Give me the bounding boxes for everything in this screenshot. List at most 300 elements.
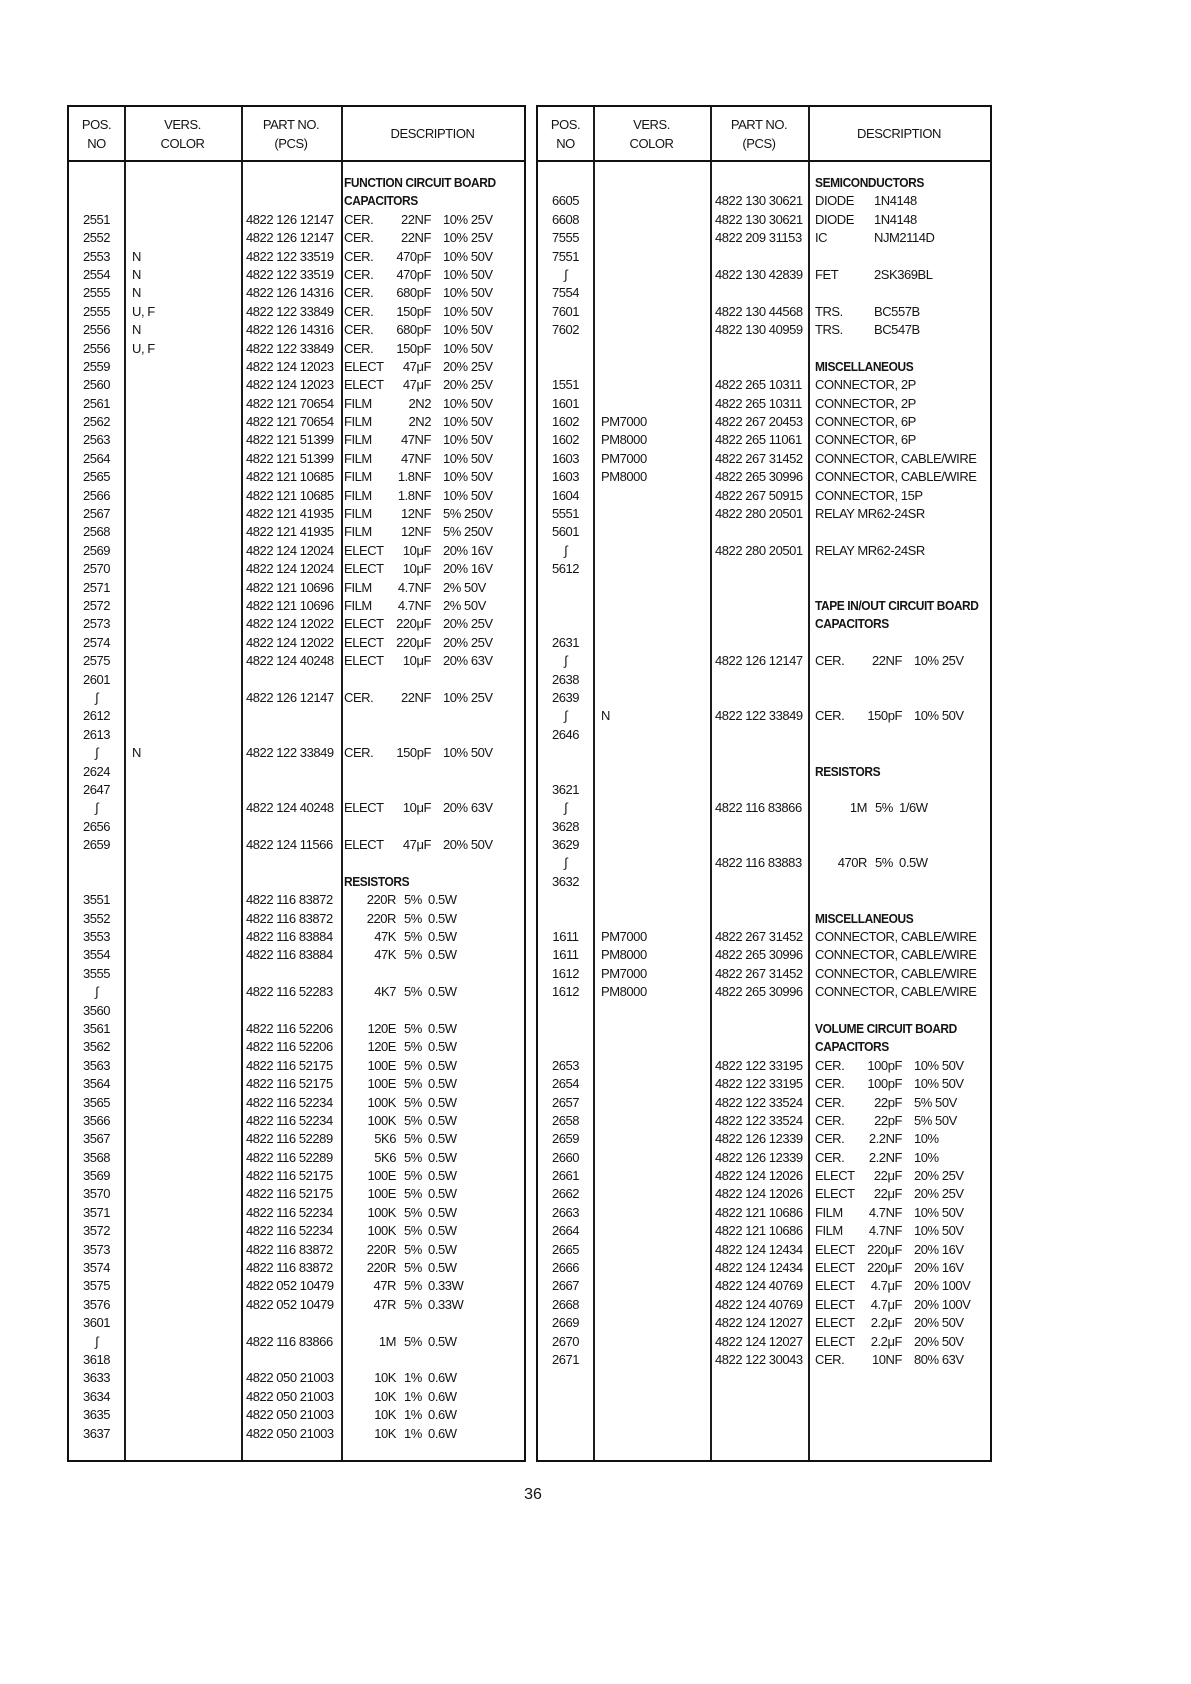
description-text: CONNECTOR, CABLE/WIRE <box>815 929 977 945</box>
component-value: 2.2μF <box>870 1315 902 1331</box>
pos-no: 2552 <box>82 230 111 246</box>
vers-color <box>124 615 241 633</box>
part-no: 4822 130 42839 <box>715 266 803 282</box>
parts-row <box>538 413 990 431</box>
component-rating: 20% 25V <box>443 358 493 374</box>
parts-row <box>69 560 524 578</box>
part-no: 4822 265 11061 <box>715 432 802 448</box>
vers-color <box>124 468 241 486</box>
vers-color <box>124 891 241 909</box>
pos-no: 3601 <box>82 1315 111 1331</box>
component-value: 4.7μF <box>870 1278 902 1294</box>
part-no <box>710 248 808 266</box>
pos-no <box>538 763 593 781</box>
component-rating: 20% 50V <box>914 1315 964 1331</box>
vers-color <box>124 450 241 468</box>
description <box>341 174 524 192</box>
parts-row <box>538 192 990 210</box>
description <box>341 1333 524 1351</box>
part-no <box>710 358 808 376</box>
pos-no: 3632 <box>551 873 580 889</box>
pos-no: 3563 <box>82 1057 111 1073</box>
component-rating: 10% 25V <box>443 211 493 227</box>
section-heading-row <box>538 174 990 192</box>
vers-color <box>593 1204 710 1222</box>
description <box>341 229 524 247</box>
vers-color <box>593 763 710 781</box>
part-no: 4822 124 12023 <box>246 358 334 374</box>
component-type: ELECT <box>344 561 384 577</box>
description <box>341 1259 524 1277</box>
pos-no <box>538 579 593 597</box>
vers-color <box>593 358 710 376</box>
pos-no: 2572 <box>82 597 111 613</box>
part-no <box>710 579 808 597</box>
parts-table-right <box>536 105 992 1462</box>
vers-color <box>593 781 710 799</box>
component-value: 100pF <box>867 1076 902 1092</box>
pos-no: 3560 <box>82 1002 111 1018</box>
description <box>808 340 990 358</box>
component-rating: 10% 50V <box>443 487 493 503</box>
pos-no: 3618 <box>82 1352 111 1367</box>
part-no: 4822 126 12147 <box>246 211 334 227</box>
component-rating: 20% 16V <box>443 561 493 577</box>
component-rating: 20% 25V <box>914 1168 964 1184</box>
vers-color <box>124 597 241 615</box>
vers-color <box>593 229 710 247</box>
component-type: CER. <box>344 745 374 761</box>
description <box>808 726 990 744</box>
vers-color: U, F <box>132 303 155 319</box>
component-type: CER. <box>344 211 374 227</box>
component-rating: 20% 25V <box>914 1186 964 1202</box>
description <box>808 192 990 210</box>
component-rating: 5% 0.5W <box>404 1094 457 1110</box>
component-value: 10K <box>374 1425 396 1441</box>
component-value: 220R <box>366 892 396 908</box>
pos-no: 3562 <box>82 1039 111 1055</box>
part-no: 4822 121 51399 <box>246 450 334 466</box>
pos-no: 2656 <box>82 818 111 834</box>
vers-color <box>593 523 710 541</box>
header-description <box>808 107 990 160</box>
vers-color <box>124 1112 241 1130</box>
part-no <box>241 1002 341 1020</box>
parts-row <box>538 431 990 449</box>
pos-no: 1603 <box>551 469 580 485</box>
component-value: 4K7 <box>374 984 396 1000</box>
description <box>341 1185 524 1203</box>
parts-row <box>538 284 990 302</box>
parts-row <box>538 1185 990 1203</box>
component-type: FILM <box>815 1223 843 1239</box>
vers-color <box>124 542 241 560</box>
header-pos-line2: NO <box>556 135 575 151</box>
vers-color: PM8000 <box>601 432 647 448</box>
pos-no: 2551 <box>82 211 111 227</box>
parts-row <box>69 1296 524 1314</box>
part-no: 4822 052 10479 <box>246 1296 334 1312</box>
vers-color <box>593 652 710 670</box>
parts-row <box>538 523 990 541</box>
section-heading: MISCELLANEOUS <box>815 910 914 926</box>
part-no: 4822 124 40248 <box>246 800 334 816</box>
parts-row <box>538 799 990 817</box>
parts-row <box>69 523 524 541</box>
vers-color <box>593 1333 710 1351</box>
section-heading: MISCELLANEOUS <box>815 358 914 374</box>
parts-row <box>69 1388 524 1406</box>
parts-row <box>69 707 524 725</box>
component-rating: 5% 0.5W <box>404 1241 457 1257</box>
description <box>808 744 990 762</box>
component-type: CER. <box>815 1352 845 1367</box>
parts-row <box>69 1241 524 1259</box>
component-value: 680pF <box>396 285 431 301</box>
component-type: FILM <box>344 579 372 595</box>
pos-no: ∫ <box>563 542 568 558</box>
pos-no: 3554 <box>82 947 111 963</box>
vers-color <box>124 707 241 725</box>
component-type: CER. <box>815 653 845 669</box>
component-value: 47NF <box>401 450 431 466</box>
component-rating: 80% 63V <box>914 1352 964 1367</box>
part-no: 4822 124 12434 <box>715 1260 803 1276</box>
description <box>341 1057 524 1075</box>
part-no <box>241 763 341 781</box>
part-no: 4822 121 10685 <box>246 469 334 485</box>
component-rating: 5% 0.5W <box>404 1186 457 1202</box>
vers-color <box>124 726 241 744</box>
part-no: 4822 124 11566 <box>246 837 333 853</box>
component-type: FILM <box>815 1204 843 1220</box>
description <box>808 652 990 670</box>
parts-row <box>69 781 524 799</box>
component-rating: 10% 50V <box>443 340 493 356</box>
component-rating: 10% 50V <box>914 1223 964 1239</box>
description <box>808 689 990 707</box>
description <box>341 431 524 449</box>
component-rating: 5% 0.5W <box>404 1057 457 1073</box>
component-value: 4.7μF <box>870 1296 902 1312</box>
pos-no: 7555 <box>551 230 580 246</box>
component-value: 220μF <box>396 616 431 632</box>
component-value: 4.7NF <box>397 597 431 613</box>
vers-color <box>593 671 710 689</box>
component-value: 2N2 <box>408 395 431 411</box>
description <box>808 542 990 560</box>
description <box>808 358 990 376</box>
parts-row <box>538 1351 990 1369</box>
part-no: 4822 116 52175 <box>246 1168 333 1184</box>
component-value: 47K <box>374 947 396 963</box>
component-type: DIODE <box>815 211 854 227</box>
component-rating: 20% 63V <box>443 800 493 816</box>
description <box>808 523 990 541</box>
vers-color <box>124 1351 241 1369</box>
component-rating: 10% 50V <box>443 450 493 466</box>
vers-color <box>124 1314 241 1332</box>
parts-row <box>538 1075 990 1093</box>
pos-no: 2670 <box>551 1333 580 1349</box>
parts-row <box>69 1038 524 1056</box>
description <box>341 873 524 891</box>
description <box>808 965 990 983</box>
component-value: 4.7NF <box>868 1204 902 1220</box>
pos-no: ∫ <box>563 855 568 871</box>
description <box>808 1222 990 1240</box>
section-heading: CAPACITORS <box>815 616 889 632</box>
component-type: ELECT <box>815 1241 855 1257</box>
part-no: 4822 124 12026 <box>715 1168 803 1184</box>
description-text: CONNECTOR, CABLE/WIRE <box>815 450 977 466</box>
part-no <box>710 671 808 689</box>
header-pos-no <box>69 107 124 160</box>
description <box>341 652 524 670</box>
description <box>341 1314 524 1332</box>
vers-color <box>124 946 241 964</box>
description <box>808 174 990 192</box>
pos-no: 2663 <box>551 1204 580 1220</box>
component-value: 47μF <box>402 358 431 374</box>
parts-row <box>538 634 990 652</box>
vers-color <box>124 1388 241 1406</box>
pos-no <box>538 597 593 615</box>
component-type: CER. <box>344 340 374 356</box>
parts-row <box>69 248 524 266</box>
component-type: CER. <box>344 303 374 319</box>
description <box>341 1406 524 1424</box>
component-value: 10K <box>374 1370 396 1386</box>
vers-color <box>124 1406 241 1424</box>
parts-row <box>69 284 524 302</box>
pos-no: 3621 <box>551 781 580 797</box>
description <box>341 946 524 964</box>
parts-table-left <box>67 105 526 1462</box>
part-no <box>241 192 341 210</box>
parts-row <box>538 1296 990 1314</box>
parts-row <box>69 468 524 486</box>
part-no: 4822 267 31452 <box>715 450 803 466</box>
component-type: ELECT <box>344 653 384 669</box>
part-no: 4822 280 20501 <box>715 542 803 558</box>
parts-row <box>69 1406 524 1424</box>
pos-no: 2668 <box>551 1296 580 1312</box>
parts-row <box>538 1314 990 1332</box>
vers-color <box>124 431 241 449</box>
part-no <box>241 671 341 689</box>
part-no: 4822 124 12023 <box>246 377 334 393</box>
pos-no: 7601 <box>551 303 580 319</box>
part-no: 4822 126 12339 <box>715 1149 803 1165</box>
pos-no: 3572 <box>82 1223 111 1239</box>
pos-no <box>538 744 593 762</box>
component-value: 2.2NF <box>868 1131 902 1147</box>
description <box>341 284 524 302</box>
description <box>808 1075 990 1093</box>
parts-row <box>538 707 990 725</box>
parts-row <box>69 689 524 707</box>
description <box>341 1149 524 1167</box>
parts-row <box>69 671 524 689</box>
vers-color <box>593 818 710 836</box>
description <box>341 1167 524 1185</box>
parts-row <box>69 413 524 431</box>
pos-no: 2631 <box>551 634 580 650</box>
part-no: 4822 124 12024 <box>246 542 334 558</box>
pos-no: 2555 <box>82 303 111 319</box>
parts-row <box>538 965 990 983</box>
component-value: 2N2 <box>408 414 431 430</box>
part-no: 4822 126 12339 <box>715 1131 803 1147</box>
description <box>808 1130 990 1148</box>
description-text: CONNECTOR, CABLE/WIRE <box>815 947 977 963</box>
pos-no: 2671 <box>551 1352 580 1367</box>
component-rating: 5% 0.5W <box>404 929 457 945</box>
pos-no: 2564 <box>82 450 111 466</box>
component-rating: 5% 0.5W <box>404 1260 457 1276</box>
part-no <box>241 1314 341 1332</box>
pos-no: 7554 <box>551 285 580 301</box>
parts-row <box>69 340 524 358</box>
pos-no: 6608 <box>551 211 580 227</box>
component-value: 470R <box>837 855 867 871</box>
component-rating: 20% 63V <box>443 653 493 669</box>
vers-color <box>124 836 241 854</box>
component-rating: 5% 250V <box>443 506 493 522</box>
parts-row <box>69 579 524 597</box>
description <box>341 1425 524 1443</box>
vers-color <box>124 1185 241 1203</box>
pos-no: 2669 <box>551 1315 580 1331</box>
description <box>808 1185 990 1203</box>
component-rating: 1% 0.6W <box>404 1425 457 1441</box>
component-type: CER. <box>344 322 374 338</box>
pos-no: 2653 <box>551 1057 580 1073</box>
parts-row <box>69 652 524 670</box>
component-value: 100E <box>367 1168 396 1184</box>
parts-row <box>538 468 990 486</box>
part-no <box>710 873 808 891</box>
vers-color <box>593 799 710 817</box>
component-rating: 1% 0.6W <box>404 1370 457 1386</box>
description <box>808 946 990 964</box>
part-no <box>710 818 808 836</box>
part-no: 4822 124 12026 <box>715 1186 803 1202</box>
description <box>341 707 524 725</box>
vers-color <box>124 523 241 541</box>
component-rating: 20% 16V <box>914 1260 964 1276</box>
pos-no <box>538 174 593 192</box>
parts-row <box>538 487 990 505</box>
part-no: 4822 126 14316 <box>246 322 334 338</box>
description <box>341 1241 524 1259</box>
pos-no: 2624 <box>82 763 111 779</box>
part-no <box>710 763 808 781</box>
pos-no: 3576 <box>82 1296 111 1312</box>
parts-row <box>69 1130 524 1148</box>
description <box>808 818 990 836</box>
pos-no: 5551 <box>551 506 580 522</box>
parts-row <box>69 615 524 633</box>
pos-no: 2573 <box>82 616 111 632</box>
vers-color <box>124 1333 241 1351</box>
pos-no <box>69 174 124 192</box>
part-no: 4822 116 83872 <box>246 1260 333 1276</box>
part-no: 4822 122 33849 <box>715 708 803 724</box>
component-value: 22μF <box>873 1168 902 1184</box>
header-description <box>341 107 524 160</box>
vers-color: PM7000 <box>601 450 647 466</box>
description <box>808 928 990 946</box>
component-rating: 2% 50V <box>443 579 486 595</box>
parts-row <box>69 1314 524 1332</box>
component-rating: 10% <box>914 1149 939 1165</box>
parts-row <box>69 910 524 928</box>
part-no: 4822 116 83872 <box>246 910 333 926</box>
description <box>808 266 990 284</box>
part-no: 4822 280 20501 <box>715 506 803 522</box>
pos-no: 5601 <box>551 524 580 540</box>
part-no: 4822 267 31452 <box>715 965 803 981</box>
part-no: 4822 124 40769 <box>715 1278 803 1294</box>
pos-no: 2560 <box>82 377 111 393</box>
component-rating: 10% 50V <box>443 395 493 411</box>
parts-row <box>69 1222 524 1240</box>
component-value: 5K6 <box>374 1131 396 1147</box>
part-no: 4822 122 33849 <box>246 303 334 319</box>
pos-no: 1612 <box>551 984 580 1000</box>
vers-color <box>593 1112 710 1130</box>
component-value: 220R <box>366 910 396 926</box>
part-no <box>710 615 808 633</box>
vers-color <box>593 395 710 413</box>
part-no: 4822 050 21003 <box>246 1407 334 1423</box>
part-no: 4822 116 83866 <box>246 1333 333 1349</box>
parts-row <box>69 395 524 413</box>
pos-no: 1611 <box>552 947 579 963</box>
vers-color <box>124 1075 241 1093</box>
part-no <box>241 1351 341 1369</box>
vers-color <box>593 1075 710 1093</box>
vers-color <box>124 799 241 817</box>
vers-color <box>124 505 241 523</box>
pos-no <box>69 873 124 891</box>
parts-row <box>69 1351 524 1369</box>
component-rating: 10% 50V <box>443 266 493 282</box>
vers-color <box>124 965 241 983</box>
part-no: 4822 267 20453 <box>715 414 803 430</box>
pos-no: 2667 <box>551 1278 580 1294</box>
vers-color <box>124 174 241 192</box>
description-text: RELAY MR62-24SR <box>815 542 925 558</box>
part-no: 4822 267 31452 <box>715 929 803 945</box>
description <box>341 340 524 358</box>
description <box>808 1351 990 1369</box>
section-heading: TAPE IN/OUT CIRCUIT BOARD <box>815 597 979 613</box>
part-no: 4822 121 51399 <box>246 432 334 448</box>
part-no: 4822 050 21003 <box>246 1370 334 1386</box>
vers-color <box>593 744 710 762</box>
parts-row <box>69 376 524 394</box>
parts-row <box>69 763 524 781</box>
vers-color <box>124 689 241 707</box>
component-value: 150pF <box>396 303 431 319</box>
description <box>808 854 990 872</box>
pos-no <box>538 891 593 909</box>
component-type: CER. <box>344 266 374 282</box>
